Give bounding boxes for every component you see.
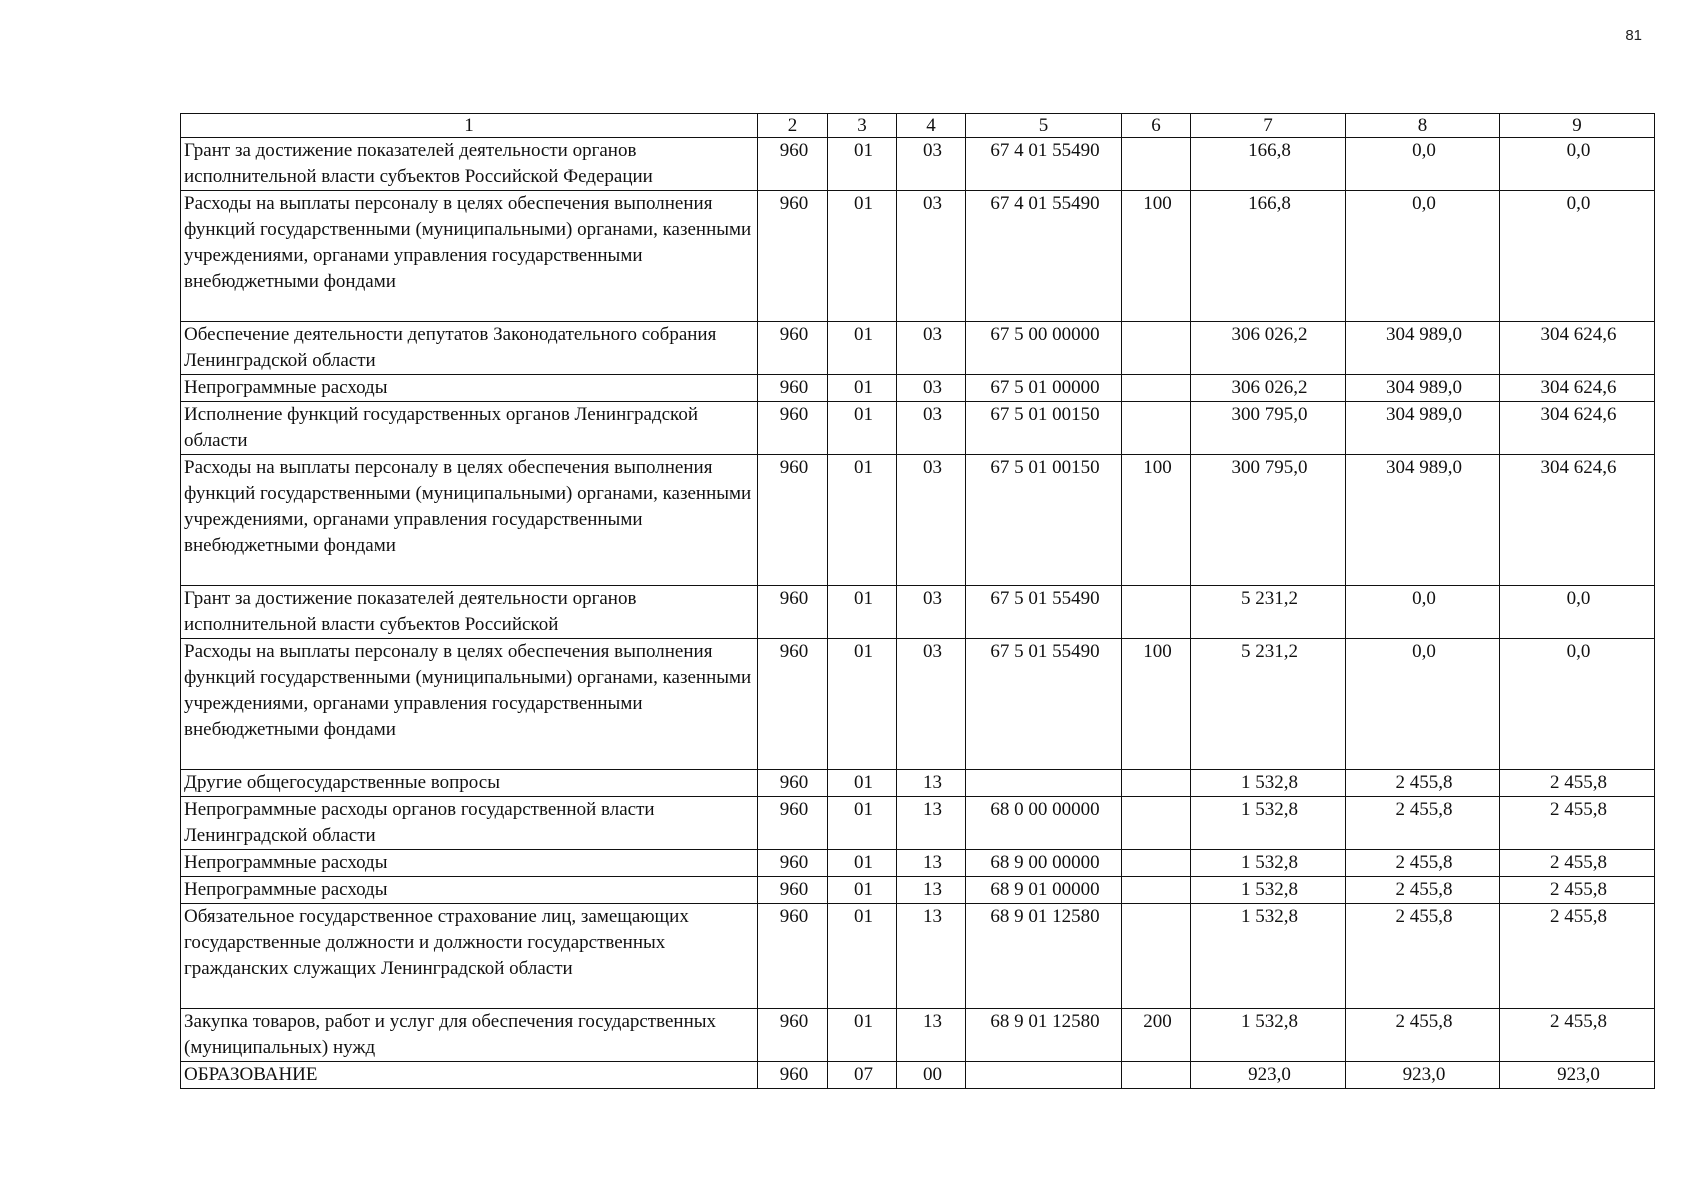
column-header: 8 (1346, 114, 1500, 138)
cell-ministry-code: 960 (758, 191, 828, 322)
cell-amount-year3: 0,0 (1500, 586, 1655, 639)
row-description: Непрограммные расходы (181, 375, 758, 402)
page-number: 81 (1625, 27, 1642, 44)
cell-amount-year2: 2 455,8 (1346, 797, 1500, 850)
row-description: Грант за достижение показателей деятельности органов исполнительной власти субъектов Российской (181, 586, 758, 639)
row-description: ОБРАЗОВАНИЕ (181, 1062, 758, 1089)
cell-ministry-code: 960 (758, 1062, 828, 1089)
cell-expense-type: 200 (1122, 1009, 1191, 1062)
cell-subsection: 03 (897, 191, 966, 322)
cell-subsection: 13 (897, 770, 966, 797)
cell-subsection: 03 (897, 322, 966, 375)
cell-section: 01 (828, 402, 897, 455)
cell-amount-year1: 166,8 (1191, 191, 1346, 322)
row-description: Расходы на выплаты персоналу в целях обеспечения выполнения функций государственными (муниципальными) органами, казенными учреждениями, органами управления государственными внебюджетными фондами (181, 191, 758, 322)
cell-target-article: 68 9 01 12580 (966, 904, 1122, 1009)
cell-section: 01 (828, 586, 897, 639)
cell-ministry-code: 960 (758, 639, 828, 770)
cell-amount-year1: 306 026,2 (1191, 375, 1346, 402)
cell-amount-year2: 0,0 (1346, 586, 1500, 639)
cell-section: 01 (828, 877, 897, 904)
cell-subsection: 13 (897, 904, 966, 1009)
table-row (181, 191, 1655, 322)
cell-amount-year3: 304 624,6 (1500, 375, 1655, 402)
cell-amount-year3: 304 624,6 (1500, 402, 1655, 455)
cell-section: 01 (828, 455, 897, 586)
cell-subsection: 13 (897, 1009, 966, 1062)
table-row (181, 850, 1655, 877)
cell-ministry-code: 960 (758, 455, 828, 586)
cell-target-article: 68 9 00 00000 (966, 850, 1122, 877)
cell-amount-year3: 923,0 (1500, 1062, 1655, 1089)
cell-ministry-code: 960 (758, 904, 828, 1009)
table-row (181, 586, 1655, 639)
cell-expense-type (1122, 904, 1191, 1009)
column-header: 3 (828, 114, 897, 138)
cell-amount-year2: 2 455,8 (1346, 850, 1500, 877)
cell-expense-type (1122, 877, 1191, 904)
table-row (181, 904, 1655, 1009)
budget-table (180, 113, 1655, 1089)
cell-amount-year1: 1 532,8 (1191, 904, 1346, 1009)
cell-amount-year1: 300 795,0 (1191, 402, 1346, 455)
row-description: Грант за достижение показателей деятельности органов исполнительной власти субъектов Российской Федерации (181, 138, 758, 191)
cell-subsection: 03 (897, 402, 966, 455)
cell-amount-year2: 304 989,0 (1346, 375, 1500, 402)
cell-ministry-code: 960 (758, 375, 828, 402)
row-description: Обеспечение деятельности депутатов Законодательного собрания Ленинградской области (181, 322, 758, 375)
cell-expense-type: 100 (1122, 639, 1191, 770)
cell-section: 01 (828, 375, 897, 402)
table-row (181, 1009, 1655, 1062)
cell-ministry-code: 960 (758, 1009, 828, 1062)
cell-section: 01 (828, 138, 897, 191)
cell-amount-year3: 304 624,6 (1500, 455, 1655, 586)
cell-ministry-code: 960 (758, 850, 828, 877)
cell-amount-year1: 1 532,8 (1191, 850, 1346, 877)
cell-amount-year3: 0,0 (1500, 138, 1655, 191)
cell-target-article: 68 9 01 00000 (966, 877, 1122, 904)
cell-subsection: 03 (897, 375, 966, 402)
cell-amount-year1: 1 532,8 (1191, 797, 1346, 850)
cell-section: 01 (828, 639, 897, 770)
cell-expense-type (1122, 138, 1191, 191)
cell-expense-type (1122, 850, 1191, 877)
cell-amount-year1: 923,0 (1191, 1062, 1346, 1089)
cell-amount-year2: 0,0 (1346, 138, 1500, 191)
cell-ministry-code: 960 (758, 877, 828, 904)
cell-amount-year1: 300 795,0 (1191, 455, 1346, 586)
cell-amount-year1: 1 532,8 (1191, 877, 1346, 904)
table-header-row (181, 114, 1655, 138)
cell-amount-year3: 2 455,8 (1500, 850, 1655, 877)
column-header: 6 (1122, 114, 1191, 138)
table-row (181, 639, 1655, 770)
cell-amount-year3: 2 455,8 (1500, 904, 1655, 1009)
cell-amount-year1: 1 532,8 (1191, 770, 1346, 797)
cell-section: 01 (828, 797, 897, 850)
cell-subsection: 03 (897, 586, 966, 639)
cell-amount-year1: 5 231,2 (1191, 586, 1346, 639)
cell-amount-year2: 2 455,8 (1346, 877, 1500, 904)
cell-amount-year3: 2 455,8 (1500, 797, 1655, 850)
row-description: Непрограммные расходы (181, 877, 758, 904)
column-header: 2 (758, 114, 828, 138)
cell-target-article: 68 9 01 12580 (966, 1009, 1122, 1062)
cell-amount-year3: 2 455,8 (1500, 877, 1655, 904)
column-header: 7 (1191, 114, 1346, 138)
table-row (181, 455, 1655, 586)
cell-amount-year1: 5 231,2 (1191, 639, 1346, 770)
table-row (181, 770, 1655, 797)
cell-target-article: 67 5 01 00150 (966, 455, 1122, 586)
cell-ministry-code: 960 (758, 770, 828, 797)
row-description: Исполнение функций государственных органов Ленинградской области (181, 402, 758, 455)
cell-subsection: 03 (897, 639, 966, 770)
table-row (181, 322, 1655, 375)
cell-section: 01 (828, 904, 897, 1009)
cell-ministry-code: 960 (758, 797, 828, 850)
cell-expense-type: 100 (1122, 455, 1191, 586)
cell-amount-year2: 2 455,8 (1346, 904, 1500, 1009)
cell-ministry-code: 960 (758, 322, 828, 375)
cell-amount-year2: 0,0 (1346, 191, 1500, 322)
cell-expense-type (1122, 797, 1191, 850)
cell-section: 01 (828, 322, 897, 375)
cell-target-article: 67 4 01 55490 (966, 138, 1122, 191)
table-row (181, 402, 1655, 455)
table-row (181, 138, 1655, 191)
cell-ministry-code: 960 (758, 402, 828, 455)
cell-section: 01 (828, 1009, 897, 1062)
cell-amount-year3: 0,0 (1500, 639, 1655, 770)
cell-amount-year3: 0,0 (1500, 191, 1655, 322)
table-row (181, 877, 1655, 904)
cell-target-article: 67 5 01 00000 (966, 375, 1122, 402)
cell-section: 07 (828, 1062, 897, 1089)
cell-subsection: 03 (897, 138, 966, 191)
row-description: Расходы на выплаты персоналу в целях обеспечения выполнения функций государственными (муниципальными) органами, казенными учреждениями, органами управления государственными внебюджетными фондами (181, 639, 758, 770)
cell-expense-type (1122, 375, 1191, 402)
table-row (181, 797, 1655, 850)
cell-target-article: 67 5 00 00000 (966, 322, 1122, 375)
cell-amount-year2: 304 989,0 (1346, 402, 1500, 455)
cell-expense-type: 100 (1122, 191, 1191, 322)
cell-subsection: 00 (897, 1062, 966, 1089)
row-description: Расходы на выплаты персоналу в целях обеспечения выполнения функций государственными (муниципальными) органами, казенными учреждениями, органами управления государственными внебюджетными фондами (181, 455, 758, 586)
cell-amount-year2: 304 989,0 (1346, 455, 1500, 586)
row-description: Обязательное государственное страхование лиц, замещающих государственные должности и должности государственных гражданских служащих Ленинградской области (181, 904, 758, 1009)
cell-expense-type (1122, 322, 1191, 375)
cell-target-article: 67 5 01 55490 (966, 586, 1122, 639)
table-row (181, 1062, 1655, 1089)
cell-amount-year2: 2 455,8 (1346, 770, 1500, 797)
column-header: 1 (181, 114, 758, 138)
row-description: Другие общегосударственные вопросы (181, 770, 758, 797)
cell-amount-year2: 923,0 (1346, 1062, 1500, 1089)
cell-subsection: 13 (897, 877, 966, 904)
column-header: 4 (897, 114, 966, 138)
cell-expense-type (1122, 586, 1191, 639)
cell-amount-year3: 2 455,8 (1500, 770, 1655, 797)
cell-ministry-code: 960 (758, 138, 828, 191)
cell-amount-year2: 2 455,8 (1346, 1009, 1500, 1062)
cell-target-article: 68 0 00 00000 (966, 797, 1122, 850)
cell-amount-year1: 1 532,8 (1191, 1009, 1346, 1062)
cell-amount-year2: 0,0 (1346, 639, 1500, 770)
row-description: Закупка товаров, работ и услуг для обеспечения государственных (муниципальных) нужд (181, 1009, 758, 1062)
cell-amount-year2: 304 989,0 (1346, 322, 1500, 375)
cell-section: 01 (828, 191, 897, 322)
cell-amount-year3: 2 455,8 (1500, 1009, 1655, 1062)
cell-target-article: 67 5 01 00150 (966, 402, 1122, 455)
column-header: 5 (966, 114, 1122, 138)
cell-expense-type (1122, 402, 1191, 455)
column-header: 9 (1500, 114, 1655, 138)
cell-section: 01 (828, 850, 897, 877)
cell-amount-year1: 166,8 (1191, 138, 1346, 191)
table-row (181, 375, 1655, 402)
row-description: Непрограммные расходы органов государственной власти Ленинградской области (181, 797, 758, 850)
cell-amount-year3: 304 624,6 (1500, 322, 1655, 375)
cell-amount-year1: 306 026,2 (1191, 322, 1346, 375)
cell-target-article: 67 4 01 55490 (966, 191, 1122, 322)
cell-section: 01 (828, 770, 897, 797)
row-description: Непрограммные расходы (181, 850, 758, 877)
cell-expense-type (1122, 770, 1191, 797)
cell-subsection: 13 (897, 850, 966, 877)
cell-target-article: 67 5 01 55490 (966, 639, 1122, 770)
cell-ministry-code: 960 (758, 586, 828, 639)
cell-subsection: 13 (897, 797, 966, 850)
cell-subsection: 03 (897, 455, 966, 586)
cell-target-article (966, 1062, 1122, 1089)
cell-expense-type (1122, 1062, 1191, 1089)
cell-target-article (966, 770, 1122, 797)
